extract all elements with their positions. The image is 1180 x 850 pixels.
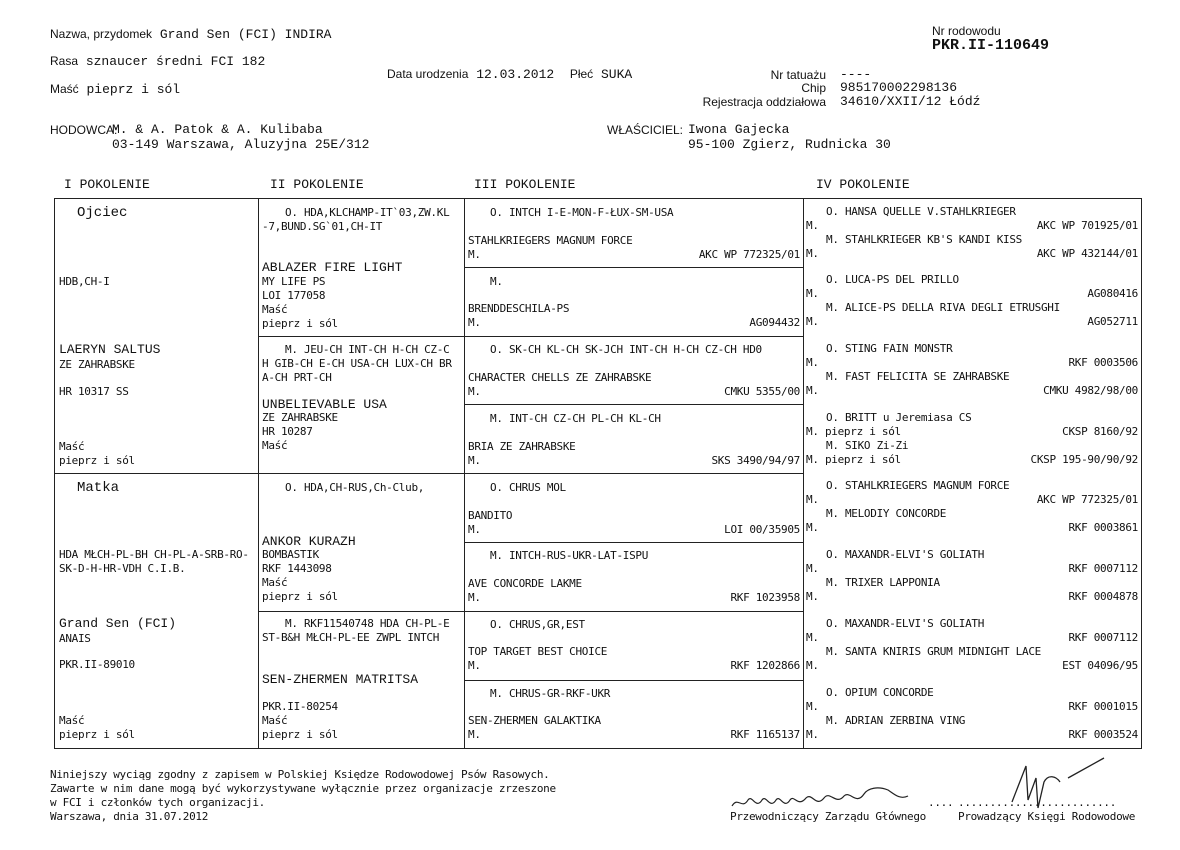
gen4-dam-reg: RKF 0003524 <box>1068 728 1138 741</box>
gen2-name: UNBELIEVABLE USA <box>262 397 387 412</box>
gen4-dam: M. MELODIY CONCORDE <box>826 507 947 520</box>
gen2-titles: O. HDA,CH-RUS,Ch-Club, <box>285 481 425 494</box>
gen4-sire-reg: RKF 0007112 <box>1068 631 1138 644</box>
gen2-name: SEN-ZHERMEN MATRITSA <box>262 672 419 687</box>
gen3-sex: M. <box>468 591 481 604</box>
gen4-sire: O. STING FAIN MONSTR <box>826 342 953 355</box>
gen3-reg: CMKU 5355/00 <box>724 385 800 398</box>
gen3-titles: M. CHRUS-GR-RKF-UKR <box>490 687 611 700</box>
dam-reg: PKR.II-89010 <box>59 658 135 671</box>
gen4-sire-reg: AKC WP 772325/01 <box>1036 493 1138 506</box>
gen2-titles-2: -7,BUND.SG`01,CH-IT <box>262 220 383 233</box>
gen2-name: ANKOR KURAZH <box>262 534 356 549</box>
dam-name-2: ANAIS <box>59 632 91 645</box>
dam-titles-1: HDA MŁCH-PL-BH CH-PL-A-SRB-RO- <box>59 548 249 561</box>
gen3-titles: O. CHRUS MOL <box>490 481 566 494</box>
branch-label: Rejestracja oddziałowa <box>702 95 826 109</box>
footer-line-3: w FCI i członków tych organizacji. <box>50 796 265 809</box>
sire-color-label: Maść <box>59 440 85 453</box>
sex-value: SUKA <box>600 67 633 82</box>
col-header-gen2: II POKOLENIE <box>270 177 364 192</box>
gen3-titles: O. INTCH I-E-MON-F-ŁUX-SM-USA <box>490 206 674 219</box>
gen3-reg: LOI 00/35905 <box>724 523 800 536</box>
gen4-sex-mark: M. <box>806 631 819 644</box>
gen3-sex: M. <box>468 659 481 672</box>
gen4-sire-reg: CKSP 8160/92 <box>1062 425 1138 438</box>
birth-value: 12.03.2012 <box>476 67 555 82</box>
pedigree-number: PKR.II-110649 <box>932 37 1050 54</box>
color-row <box>50 82 180 97</box>
gen4-dam: M. FAST FELICITA SE ZAHRABSKE <box>826 370 1010 383</box>
gen4-sire: O. OPIUM CONCORDE <box>826 686 934 699</box>
gen2-titles-2: ST-B&H MŁCH-PL-EE ZWPL INTCH <box>262 631 440 644</box>
footer-line-4: Warszawa, dnia 31.07.2012 <box>50 810 209 823</box>
breed-value: sznaucer średni FCI 182 <box>85 54 266 69</box>
gen2-reg: RKF 1443098 <box>262 562 332 575</box>
signature-caption-2: Prowadzący Księgi Rodowodowe <box>958 810 1136 823</box>
gen4-sex-mark: M. <box>806 562 819 575</box>
gen3-reg: AKC WP 772325/01 <box>698 248 800 261</box>
gen2-titles: M. RKF11540748 HDA CH-PL-E <box>285 617 450 630</box>
gen4-sex-mark: M. <box>806 493 819 506</box>
gen3-reg: SKS 3490/94/97 <box>711 454 800 467</box>
col-header-gen3: III POKOLENIE <box>474 177 576 192</box>
gen2-reg: PKR.II-80254 <box>262 700 338 713</box>
gen2-kennel: ZE ZAHRABSKE <box>262 411 338 424</box>
gen4-sire: O. BRITT u Jeremiasa CS <box>826 411 972 424</box>
gen4-sire-reg: AKC WP 701925/01 <box>1036 219 1138 232</box>
gen2-color: pieprz i sól <box>262 317 338 330</box>
sex-label: Płeć <box>569 67 594 81</box>
gen2-name: ABLAZER FIRE LIGHT <box>262 260 403 275</box>
dam-titles-2: SK-D-H-HR-VDH C.I.B. <box>59 562 186 575</box>
gen2-kennel: MY LIFE PS <box>262 275 326 288</box>
gen4-sire: O. LUCA-PS DEL PRILLO <box>826 273 959 286</box>
gen4-dam-reg: EST 04096/95 <box>1062 659 1138 672</box>
chip-label: Chip <box>801 81 826 95</box>
footer-line-2: Zawarte w nim dane mogą być wykorzystywane wyłącznie przez organizacje zrzeszone <box>50 782 556 795</box>
gen2-titles-3: A-CH PRT-CH <box>262 371 332 384</box>
owner-label: WŁAŚCICIEL: <box>607 123 684 137</box>
gen4-sex-mark: M. <box>806 219 819 232</box>
gen3-reg: AG094432 <box>749 316 800 329</box>
gen4-dam: M. SIKO Zi-Zi <box>826 439 909 452</box>
gen3-name: SEN-ZHERMEN GALAKTIKA <box>468 714 601 727</box>
gen4-sex-mark: M. <box>806 384 819 397</box>
gen4-sire-color: M. pieprz i sól <box>806 425 901 438</box>
tattoo-value: ---- <box>840 67 872 82</box>
gen2-color: pieprz i sól <box>262 590 338 603</box>
sire-name: LAERYN SALTUS <box>59 342 161 357</box>
gen3-titles: M. INT-CH CZ-CH PL-CH KL-CH <box>490 412 661 425</box>
gen3-sex: M. <box>468 316 481 329</box>
gen4-sex-mark: M. <box>806 315 819 328</box>
gen4-sex-mark: M. <box>806 700 819 713</box>
breeder-line1: M. & A. Patok & A. Kulibaba <box>112 122 323 137</box>
gen3-name: BRENDDESCHILA-PS <box>468 302 570 315</box>
name-row <box>50 27 332 42</box>
birth-row <box>387 67 632 82</box>
birth-label: Data urodzenia <box>387 67 469 81</box>
gen3-name: TOP TARGET BEST CHOICE <box>468 645 608 658</box>
gen4-dam-reg: AKC WP 432144/01 <box>1036 247 1138 260</box>
gen4-sire-reg: AG080416 <box>1087 287 1138 300</box>
gen4-sex-mark: M. <box>806 287 819 300</box>
gen2-titles: O. HDA,KLCHAMP-IT`03,ZW.KL <box>285 206 450 219</box>
gen2-color-label: Maść <box>262 303 288 316</box>
gen3-name: STAHLKRIEGERS MAGNUM FORCE <box>468 234 633 247</box>
gen4-sire-reg: RKF 0003506 <box>1068 356 1138 369</box>
gen2-reg: HR 10287 <box>262 425 313 438</box>
gen3-titles: M. <box>490 275 503 288</box>
gen4-dam: M. ALICE-PS DELLA RIVA DEGLI ETRUSGHI <box>826 301 1060 314</box>
dam-name: Grand Sen (FCI) <box>59 616 177 631</box>
gen4-sire-reg: RKF 0001015 <box>1068 700 1138 713</box>
gen3-name: AVE CONCORDE LAKME <box>468 577 582 590</box>
gen4-sex-mark: M. <box>806 728 819 741</box>
gen4-dam-reg: RKF 0003861 <box>1068 521 1138 534</box>
dam-color: pieprz i sól <box>59 728 135 741</box>
color-label: Maść <box>50 82 79 96</box>
col-header-gen4: IV POKOLENIE <box>816 177 910 192</box>
gen4-dam: M. STAHLKRIEGER KB'S KANDI KISS <box>826 233 1022 246</box>
sire-reg: HR 10317 SS <box>59 385 129 398</box>
gen3-sex: M. <box>468 728 481 741</box>
gen2-titles: M. JEU-CH INT-CH H-CH CZ-C <box>285 343 450 356</box>
gen3-sex: M. <box>468 523 481 536</box>
col-header-gen1: I POKOLENIE <box>64 177 150 192</box>
sire-label: Ojciec <box>77 205 128 221</box>
gen4-sex-mark: M. <box>806 247 819 260</box>
dog-name: Grand Sen (FCI) INDIRA <box>159 27 332 42</box>
signature-caption-1: Przewodniczący Zarządu Głównego <box>730 810 926 823</box>
sire-kennel: ZE ZAHRABSKE <box>59 358 135 371</box>
gen4-dam-reg: CKSP 195-90/90/92 <box>1030 453 1138 466</box>
gen4-sire-reg: RKF 0007112 <box>1068 562 1138 575</box>
gen3-reg: RKF 1023958 <box>730 591 800 604</box>
gen4-sex-mark: M. <box>806 521 819 534</box>
gen2-titles-2: H GIB-CH E-CH USA-CH LUX-CH BR <box>262 357 452 370</box>
gen2-color-label: Maść <box>262 714 288 727</box>
dam-color-label: Maść <box>59 714 85 727</box>
owner-line2: 95-100 Zgierz, Rudnicka 30 <box>688 137 891 152</box>
gen3-titles: O. SK-CH KL-CH SK-JCH INT-CH H-CH CZ-CH HD0 <box>490 343 762 356</box>
gen4-sex-mark: M. <box>806 659 819 672</box>
dam-label: Matka <box>77 480 120 496</box>
gen4-dam: M. ADRIAN ZERBINA VING <box>826 714 966 727</box>
tattoo-label: Nr tatuażu <box>770 68 826 82</box>
pedigree-label: Nr rodowodu <box>932 24 1001 38</box>
gen2-color: pieprz i sól <box>262 728 338 741</box>
branch-value: 34610/XXII/12 Łódź <box>840 94 981 109</box>
gen3-titles: O. CHRUS,GR,EST <box>490 618 585 631</box>
gen4-dam: M. TRIXER LAPPONIA <box>826 576 940 589</box>
gen2-color-label: Maść <box>262 576 288 589</box>
breeder-label: HODOWCA: <box>50 123 118 137</box>
gen4-dam-reg: AG052711 <box>1087 315 1138 328</box>
gen3-titles: M. INTCH-RUS-UKR-LAT-ISPU <box>490 549 649 562</box>
gen3-reg: RKF 1202866 <box>730 659 800 672</box>
gen4-sire: O. HANSA QUELLE V.STAHLKRIEGER <box>826 205 1016 218</box>
gen2-color-label: Maść <box>262 439 288 452</box>
chip-value: 985170002298136 <box>840 80 958 95</box>
breeder-line2: 03-149 Warszawa, Aluzyjna 25E/312 <box>112 137 370 152</box>
gen3-name: CHARACTER CHELLS ZE ZAHRABSKE <box>468 371 652 384</box>
gen4-dam-reg: RKF 0004878 <box>1068 590 1138 603</box>
gen3-reg: RKF 1165137 <box>730 728 800 741</box>
name-label: Nazwa, przydomek <box>50 27 153 41</box>
footer-line-1: Niniejszy wyciąg zgodny z zapisem w Polskiej Księdze Rodowodowej Psów Rasowych. <box>50 768 550 781</box>
gen4-sex-mark: M. <box>806 356 819 369</box>
gen4-dam-reg: CMKU 4982/98/00 <box>1043 384 1138 397</box>
gen3-name: BRIA ZE ZAHRABSKE <box>468 440 576 453</box>
gen4-dam: M. SANTA KNIRIS GRUM MIDNIGHT LACE <box>826 645 1041 658</box>
gen3-sex: M. <box>468 454 481 467</box>
signature-dots-1: .... <box>928 796 954 809</box>
signature-dots-2: ......................... <box>958 796 1117 809</box>
gen4-sex-mark: M. <box>806 590 819 603</box>
breed-label: Rasa <box>50 54 79 68</box>
gen3-name: BANDITO <box>468 509 513 522</box>
sire-color: pieprz i sól <box>59 454 135 467</box>
gen2-reg: LOI 177058 <box>262 289 326 302</box>
gen3-sex: M. <box>468 248 481 261</box>
gen4-dam-color: M. pieprz i sól <box>806 453 901 466</box>
owner-line1: Iwona Gajecka <box>688 122 790 137</box>
gen4-sire: O. MAXANDR-ELVI'S GOLIATH <box>826 617 985 630</box>
color-value: pieprz i sól <box>86 82 181 97</box>
gen2-kennel: BOMBASTIK <box>262 548 319 561</box>
gen4-sire: O. STAHLKRIEGERS MAGNUM FORCE <box>826 479 1010 492</box>
gen4-sire: O. MAXANDR-ELVI'S GOLIATH <box>826 548 985 561</box>
sire-titles: HDB,CH-I <box>59 275 110 288</box>
gen3-sex: M. <box>468 385 481 398</box>
breed-row <box>50 54 265 69</box>
